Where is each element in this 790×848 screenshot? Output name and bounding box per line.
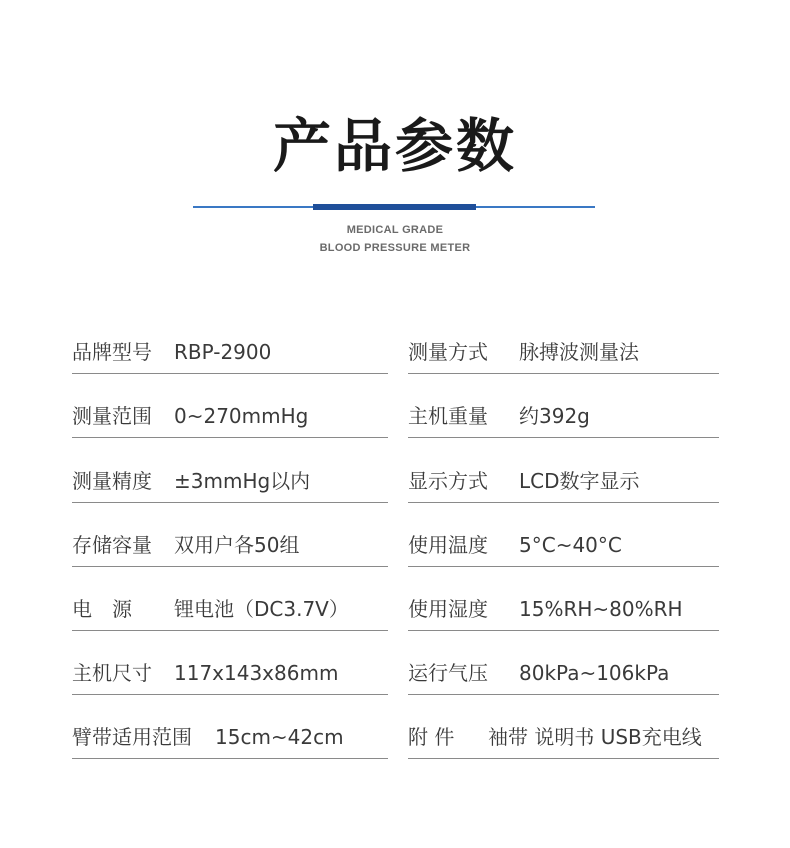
spec-label: 显示方式 bbox=[408, 469, 488, 493]
spec-value: 15%RH~80%RH bbox=[519, 597, 683, 621]
spec-value: LCD数字显示 bbox=[519, 469, 640, 493]
spec-label: 使用湿度 bbox=[408, 597, 488, 621]
spec-cell-left bbox=[72, 524, 388, 567]
spec-value: 袖带 说明书 USB充电线 bbox=[488, 725, 702, 749]
spec-row bbox=[72, 629, 719, 695]
spec-label: 测量方式 bbox=[408, 340, 488, 364]
spec-cell-right bbox=[408, 524, 719, 567]
spec-cell-right bbox=[408, 331, 719, 374]
spec-row bbox=[72, 308, 719, 374]
spec-cell-left bbox=[72, 716, 388, 759]
spec-cell-left bbox=[72, 588, 388, 631]
spec-cell-right bbox=[408, 652, 719, 695]
spec-value: 约392g bbox=[519, 404, 590, 428]
spec-label: 运行气压 bbox=[408, 661, 488, 685]
spec-label: 测量范围 bbox=[72, 404, 152, 428]
spec-label: 测量精度 bbox=[72, 469, 152, 493]
spec-value: 117x143x86mm bbox=[174, 661, 339, 685]
subtitle-line-1: MEDICAL GRADE bbox=[346, 224, 444, 236]
spec-value: 5°C~40°C bbox=[519, 533, 622, 557]
spec-row bbox=[72, 565, 719, 631]
spec-value: 锂电池（DC3.7V） bbox=[174, 597, 349, 621]
spec-row bbox=[72, 437, 719, 503]
spec-value: 脉搏波测量法 bbox=[519, 340, 639, 364]
spec-row bbox=[72, 501, 719, 567]
title-underline-accent bbox=[313, 204, 476, 210]
spec-label: 使用温度 bbox=[408, 533, 488, 557]
spec-value: RBP-2900 bbox=[174, 340, 272, 364]
spec-label: 存储容量 bbox=[72, 533, 152, 557]
spec-label: 主机尺寸 bbox=[72, 661, 152, 685]
spec-cell-right bbox=[408, 588, 719, 631]
spec-cell-right bbox=[408, 395, 719, 438]
spec-label: 电 源 bbox=[72, 597, 132, 621]
spec-cell-left bbox=[72, 331, 388, 374]
spec-label: 附 件 bbox=[408, 725, 455, 749]
spec-label: 品牌型号 bbox=[72, 340, 152, 364]
subtitle-line-2: BLOOD PRESSURE METER bbox=[319, 242, 471, 254]
spec-cell-left bbox=[72, 652, 388, 695]
spec-value: 80kPa~106kPa bbox=[519, 661, 670, 685]
spec-value: 双用户各50组 bbox=[174, 533, 300, 557]
spec-cell-right bbox=[408, 716, 719, 759]
spec-label: 臂带适用范围 bbox=[72, 725, 192, 749]
spec-value: 0~270mmHg bbox=[174, 404, 309, 428]
spec-cell-left bbox=[72, 395, 388, 438]
spec-cell-right bbox=[408, 460, 719, 503]
spec-value: 15cm~42cm bbox=[215, 725, 344, 749]
spec-label: 主机重量 bbox=[408, 404, 488, 428]
spec-value: ±3mmHg以内 bbox=[174, 469, 311, 493]
spec-cell-left bbox=[72, 460, 388, 503]
spec-row bbox=[72, 693, 719, 759]
spec-row bbox=[72, 372, 719, 438]
page-title: 产品参数 bbox=[272, 112, 517, 180]
